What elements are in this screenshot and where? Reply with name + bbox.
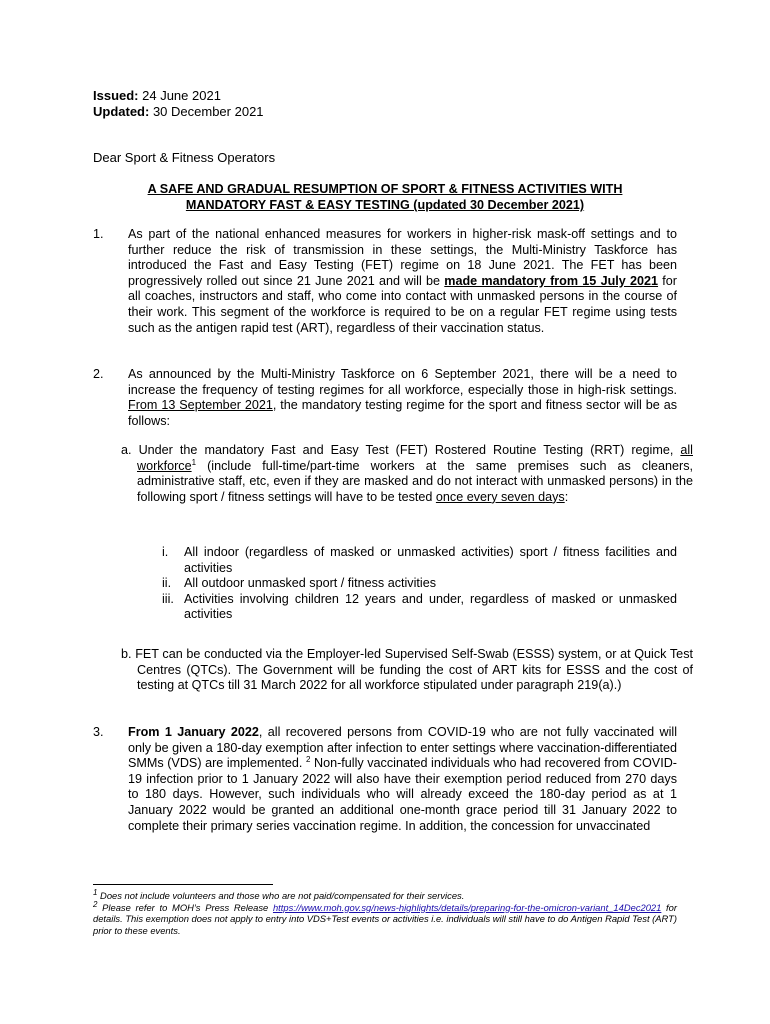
updated-line (93, 104, 264, 120)
list-marker: iii. (162, 591, 174, 606)
subparagraph-a: a. Under the mandatory Fast and Easy Test (FET) Rostered Routine Testing (RRT) regime, all workforce$^1$ (include full-time/part-time workers at the same premises such as cleaners, administrative staff, etc, even if they are masked and do not interact with unmasked persons) in the following sport / fitness settings will have to be tested once every seven days: (121, 443, 693, 504)
press-release-link[interactable]: https://www.moh.gov.sg/news-highlights/details/preparing-for-the-omicron-variant_14Dec2021 (272, 901, 662, 913)
footnote-2: $^2$ Please refer to MOH’s Press Release https://www.moh.gov.sg/news-highlights/details/preparing-for-the-omicron-variant_14Dec2021 for details. This exemption does not apply to entry into VDS+Test events or activities i.e. individuals will still have to do Antigen Rapid Test (ART) prior to these events. (93, 899, 678, 936)
document-title (93, 181, 677, 213)
roman-list (160, 545, 677, 623)
list-marker: ii. (162, 576, 172, 591)
paragraph-body: As part of the national enhanced measures for workers in higher-risk mask-off settings and to further reduce the risk of transmission in these settings, the Multi-Ministry Taskforce has introduced the Fast and Easy Testing (FET) regime on 18 June 2021. The FET has been progressively rolled out since 21 June 2021 and will be made mandatory from 15 July 2021 for all coaches, instructors and staff, who come into contact with unmasked persons in the course of their work. This segment of the workforce is required to be on a regular FET regime using tests such as the antigen rapid test (ART), regardless of their vaccination status. (128, 227, 677, 335)
list-item: iii. Activities involving children 12 years and under, regardless of masked or unmasked activities (162, 591, 677, 622)
emphasis-date: From 1 January 2022 (128, 725, 259, 739)
paragraph-2 (93, 367, 677, 429)
paragraph-1 (93, 227, 677, 336)
greeting: Dear Sport & Fitness Operators (93, 150, 276, 165)
subparagraph-b: b. FET can be conducted via the Employer-led Supervised Self-Swab (ESSS) system, or at Quick Test Centres (QTCs). The Government will be funding the cost of ART kits for ESSS and the cost of testing at QTCs till 31 March 2022 for all workforce stipulated under paragraph 219(a).) (121, 647, 693, 693)
footnote-ref-2[interactable]: 2 (306, 755, 311, 764)
sub-label: a. (121, 443, 139, 457)
paragraph-body: From 1 January 2022, all recovered persons from COVID-19 who are not fully vaccinated will only be given a 180-day exemption after infection to enter settings where vaccination-differentiated SMMs (VDS) are implemented. $^2$ Non-fully vaccinated individuals who had recovered from COVID-19 infection prior to 1 January 2022 will also have their exemption period reduced from 270 days to 180 days. However, such individuals who will already exceed the 180-day period as at 1 January 2022 would be granted an additional one-month grace period till 31 January 2022 to complete their primary series vaccination regime. In addition, the concession for unvaccinated (128, 725, 677, 833)
updated-value: 30 December 2021 (149, 104, 264, 119)
list-item: i. All indoor (regardless of masked or unmasked activities) sport / fitness facilities and activities (162, 545, 677, 575)
paragraph-3 (93, 725, 677, 834)
issued-value: 24 June 2021 (138, 88, 221, 103)
emphasis-text: made mandatory from 15 July 2021 (444, 273, 659, 288)
underlined-date: From 13 September 2021 (128, 398, 273, 413)
issued-label: Issued: (93, 88, 139, 103)
footnote-ref-1[interactable]: 1 (191, 457, 197, 467)
sub-label: b. (121, 647, 136, 661)
underlined-text: once every seven days (435, 489, 565, 504)
footnote-divider (93, 884, 273, 885)
paragraph-body: As announced by the Multi-Ministry Taskforce on 6 September 2021, there will be a need to increase the frequency of testing regimes for all workforce, especially those in high-risk settings. From 13 September 2021, the mandatory testing regime for the sport and fitness sector will be as follows: (128, 367, 677, 428)
footnote-1: $^1$ Does not include volunteers and those who are not paid/compensated for their services. (93, 887, 465, 901)
list-item: ii. All outdoor unmasked sport / fitness activities (162, 576, 436, 591)
list-marker: i. (162, 545, 169, 559)
underlined-text: all workforce (137, 443, 693, 473)
paragraph-number: 2. (93, 367, 104, 381)
title-line-2: MANDATORY FAST & EASY TESTING (updated 30 December 2021) (185, 198, 585, 212)
issue-dates (93, 88, 264, 120)
paragraph-number: 1. (93, 227, 104, 241)
footnotes (93, 887, 678, 936)
issued-line (93, 88, 264, 104)
title-line-1: A SAFE AND GRADUAL RESUMPTION OF SPORT & FITNESS ACTIVITIES WITH (147, 182, 623, 196)
paragraph-number: 3. (93, 725, 104, 739)
updated-label: Updated: (93, 104, 150, 119)
